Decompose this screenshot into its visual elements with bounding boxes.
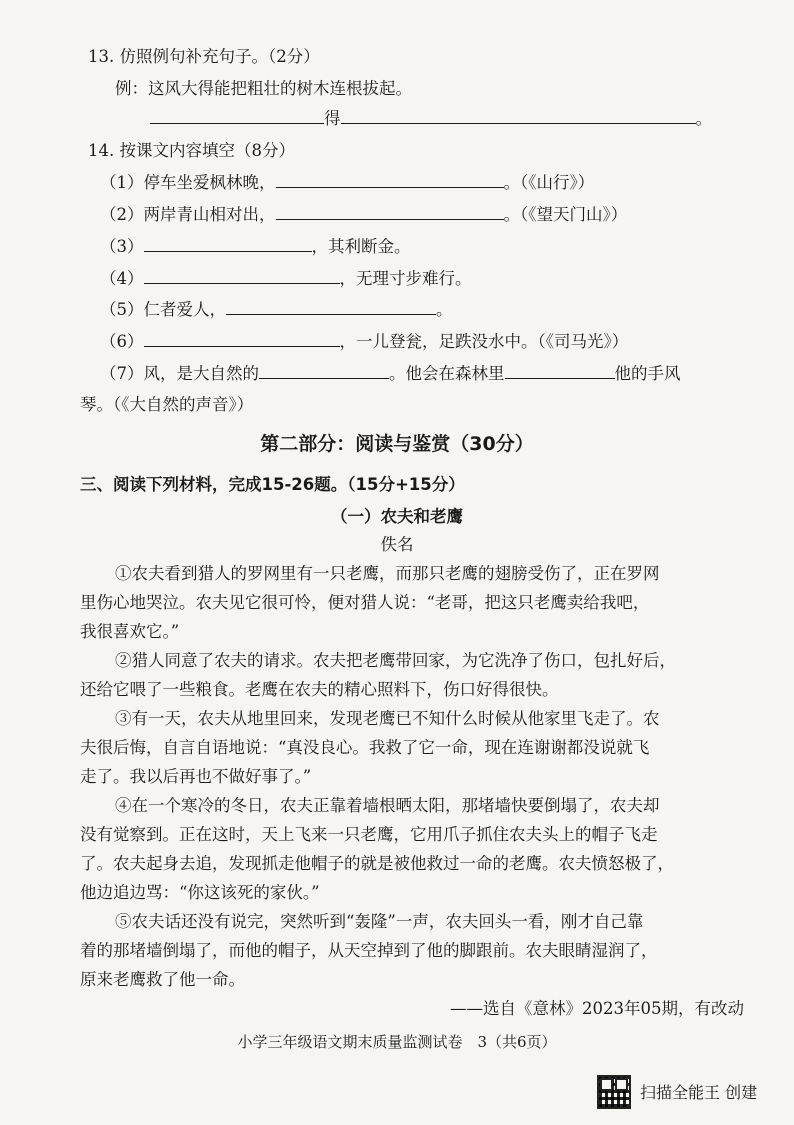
item-text: 停车坐爱枫林晚，	[143, 173, 276, 192]
item-text: 仁者爱人，	[143, 300, 226, 319]
passage-line: 着的那堵墙倒塌了，而他的帽子，从天空掉到了他的脚跟前。农夫眼睛湿润了，	[80, 941, 658, 960]
passage-line: 没有觉察到。正在这时，天上飞来一只老鹰，它用爪子抓住农夫头上的帽子飞走	[80, 825, 658, 844]
answer-blank[interactable]	[276, 202, 504, 220]
answer-blank[interactable]	[341, 106, 696, 124]
item-number: （1）	[100, 173, 144, 192]
passage-line: 里伤心地哭泣。农夫见它很可怜，便对猎人说：“老哥，把这只老鹰卖给我吧，	[80, 593, 650, 612]
item-number: （7）	[100, 364, 144, 383]
scanner-watermark: 扫描全能王 创建	[640, 1083, 758, 1102]
passage-line: 了。农夫起身去追，发现抓走他帽子的就是被他救过一命的老鹰。农夫愤怒极了，	[80, 854, 674, 873]
q13-period: 。	[695, 109, 712, 128]
section3-title: 三、阅读下列材料，完成15-26题。（15分+15分）	[80, 475, 465, 494]
answer-blank[interactable]	[226, 297, 436, 315]
passage-line: 原来老鹰救了他一命。	[80, 970, 245, 989]
item-number: （2）	[100, 205, 144, 224]
answer-blank[interactable]	[144, 266, 340, 284]
passage-line: ③有一天，农夫从地里回来，发现老鹰已不知什么时候从他家里飞走了。农	[115, 709, 660, 728]
passage-line: 走了。我以后再也不做好事了。”	[80, 767, 312, 786]
qr-code-icon	[597, 1075, 631, 1109]
passage-line: 夫很后悔，自言自语地说：“真没良心。我救了它一命，现在连谢谢都没说就飞	[80, 738, 650, 757]
answer-blank[interactable]	[259, 361, 389, 379]
item-text: ，无理寸步难行。	[339, 269, 472, 288]
item-number: （5）	[100, 300, 144, 319]
item-text: 两岸青山相对出，	[143, 205, 276, 224]
passage-source: ——选自《意林》2023年05期，有改动	[450, 999, 744, 1018]
q14-item-7-cont: 琴。（《大自然的声音》）	[80, 395, 254, 414]
passage-line: 还给它喂了一些粮食。老鹰在农夫的精心照料下，伤口好得很快。	[80, 680, 559, 699]
q14-item-5	[100, 297, 453, 322]
passage-line: 他边追边骂：“你这该死的家伙。”	[80, 883, 320, 902]
passage-line: ②猎人同意了农夫的请求。农夫把老鹰带回家，为它洗净了伤口，包扎好后，	[115, 651, 676, 670]
item-text: 。他会在森林里	[389, 364, 505, 383]
q14-item-3	[100, 234, 411, 259]
item-number: （4）	[100, 269, 144, 288]
q13-title: 13. 仿照例句补充句子。（2分）	[88, 47, 320, 66]
q14-item-1	[100, 170, 594, 195]
q14-item-2	[100, 202, 627, 227]
item-text: 风，是大自然的	[143, 364, 259, 383]
passage-line: ⑤农夫话还没有说完，突然听到“轰隆”一声，农夫回头一看，刚才自己靠	[115, 912, 644, 931]
passage-author: 佚名	[380, 535, 414, 554]
item-number: （3）	[100, 237, 144, 256]
q13-example: 例：这风大得能把粗壮的树木连根拔起。	[115, 79, 412, 98]
item-text: 。	[436, 300, 453, 319]
answer-blank[interactable]	[144, 234, 312, 252]
passage-line: 我很喜欢它。”	[80, 622, 180, 641]
answer-blank[interactable]	[144, 329, 340, 347]
q14-title: 14. 按课文内容填空（8分）	[88, 141, 295, 160]
q14-item-4	[100, 266, 472, 291]
answer-blank[interactable]	[505, 361, 615, 379]
item-text: ，一儿登瓮，足跌没水中。（《司马光》）	[339, 332, 629, 351]
passage-line: ①农夫看到猎人的罗网里有一只老鹰，而那只老鹰的翅膀受伤了，正在罗网	[115, 564, 660, 583]
q14-item-6	[100, 329, 628, 354]
page-footer: 小学三年级语文期末质量监测试卷 3（共6页）	[237, 1033, 557, 1051]
item-text: ，其利断金。	[311, 237, 411, 256]
q14-item-7	[100, 361, 681, 386]
q13-de: 得	[324, 109, 341, 128]
item-text: 他的手风	[614, 364, 681, 383]
passage-title: （一）农夫和老鹰	[331, 507, 463, 526]
passage-line: ④在一个寒冷的冬日，农夫正靠着墙根晒太阳，那堵墙快要倒塌了，农夫却	[115, 796, 660, 815]
q13-answer-line	[150, 106, 712, 131]
answer-blank[interactable]	[276, 170, 504, 188]
item-text: 。（《山行》）	[503, 173, 595, 192]
part2-title: 第二部分：阅读与鉴赏（30分）	[260, 433, 534, 455]
answer-blank[interactable]	[150, 106, 324, 124]
item-text: 。（《望天门山》）	[503, 205, 628, 224]
item-number: （6）	[100, 332, 144, 351]
